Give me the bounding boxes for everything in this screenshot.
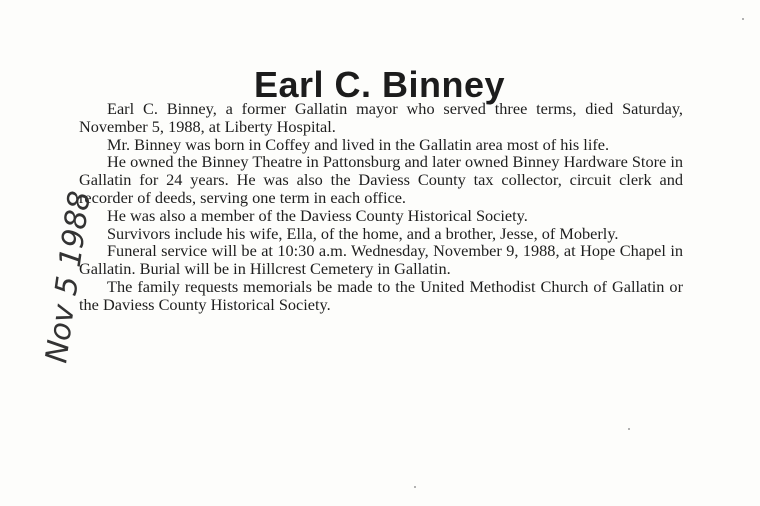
- paper-speck: [628, 428, 630, 430]
- obituary-body: [79, 100, 683, 314]
- obituary-paragraph: He was also a member of the Daviess County Historical Society.: [107, 205, 528, 225]
- handwritten-date: Nov 5 1988: [39, 188, 99, 366]
- obituary-title: Earl C. Binney: [254, 64, 506, 105]
- obituary-paragraph: Funeral service will be at 10:30 a.m. Wednesday, November 9, 1988, at Hope Chapel in Gallatin. Burial will be in Hillcrest Cemetery in Gallatin.: [79, 241, 683, 279]
- obituary-paragraph: Earl C. Binney, a former Gallatin mayor who served three terms, died Saturday, November 5, 1988, at Liberty Hospital.: [79, 99, 683, 136]
- obituary-paragraph: The family requests memorials be made to the United Methodist Church of Gallatin or the Daviess County Historical Society.: [79, 276, 683, 314]
- paper-speck: [742, 18, 744, 20]
- obituary-paragraph: Mr. Binney was born in Coffey and lived in the Gallatin area most of his life.: [107, 134, 610, 154]
- obituary-paragraph: Survivors include his wife, Ella, of the home, and a brother, Jesse, of Moberly.: [107, 223, 619, 243]
- obituary-paragraph: He owned the Binney Theatre in Pattonsburg and later owned Binney Hardware Store in Gallatin for 24 years. He was also the Daviess County tax collector, circuit clerk and recorder of deeds, serving one term in each office.: [79, 152, 683, 207]
- handwritten-date-note: [26, 168, 99, 368]
- paper-speck: [414, 486, 416, 488]
